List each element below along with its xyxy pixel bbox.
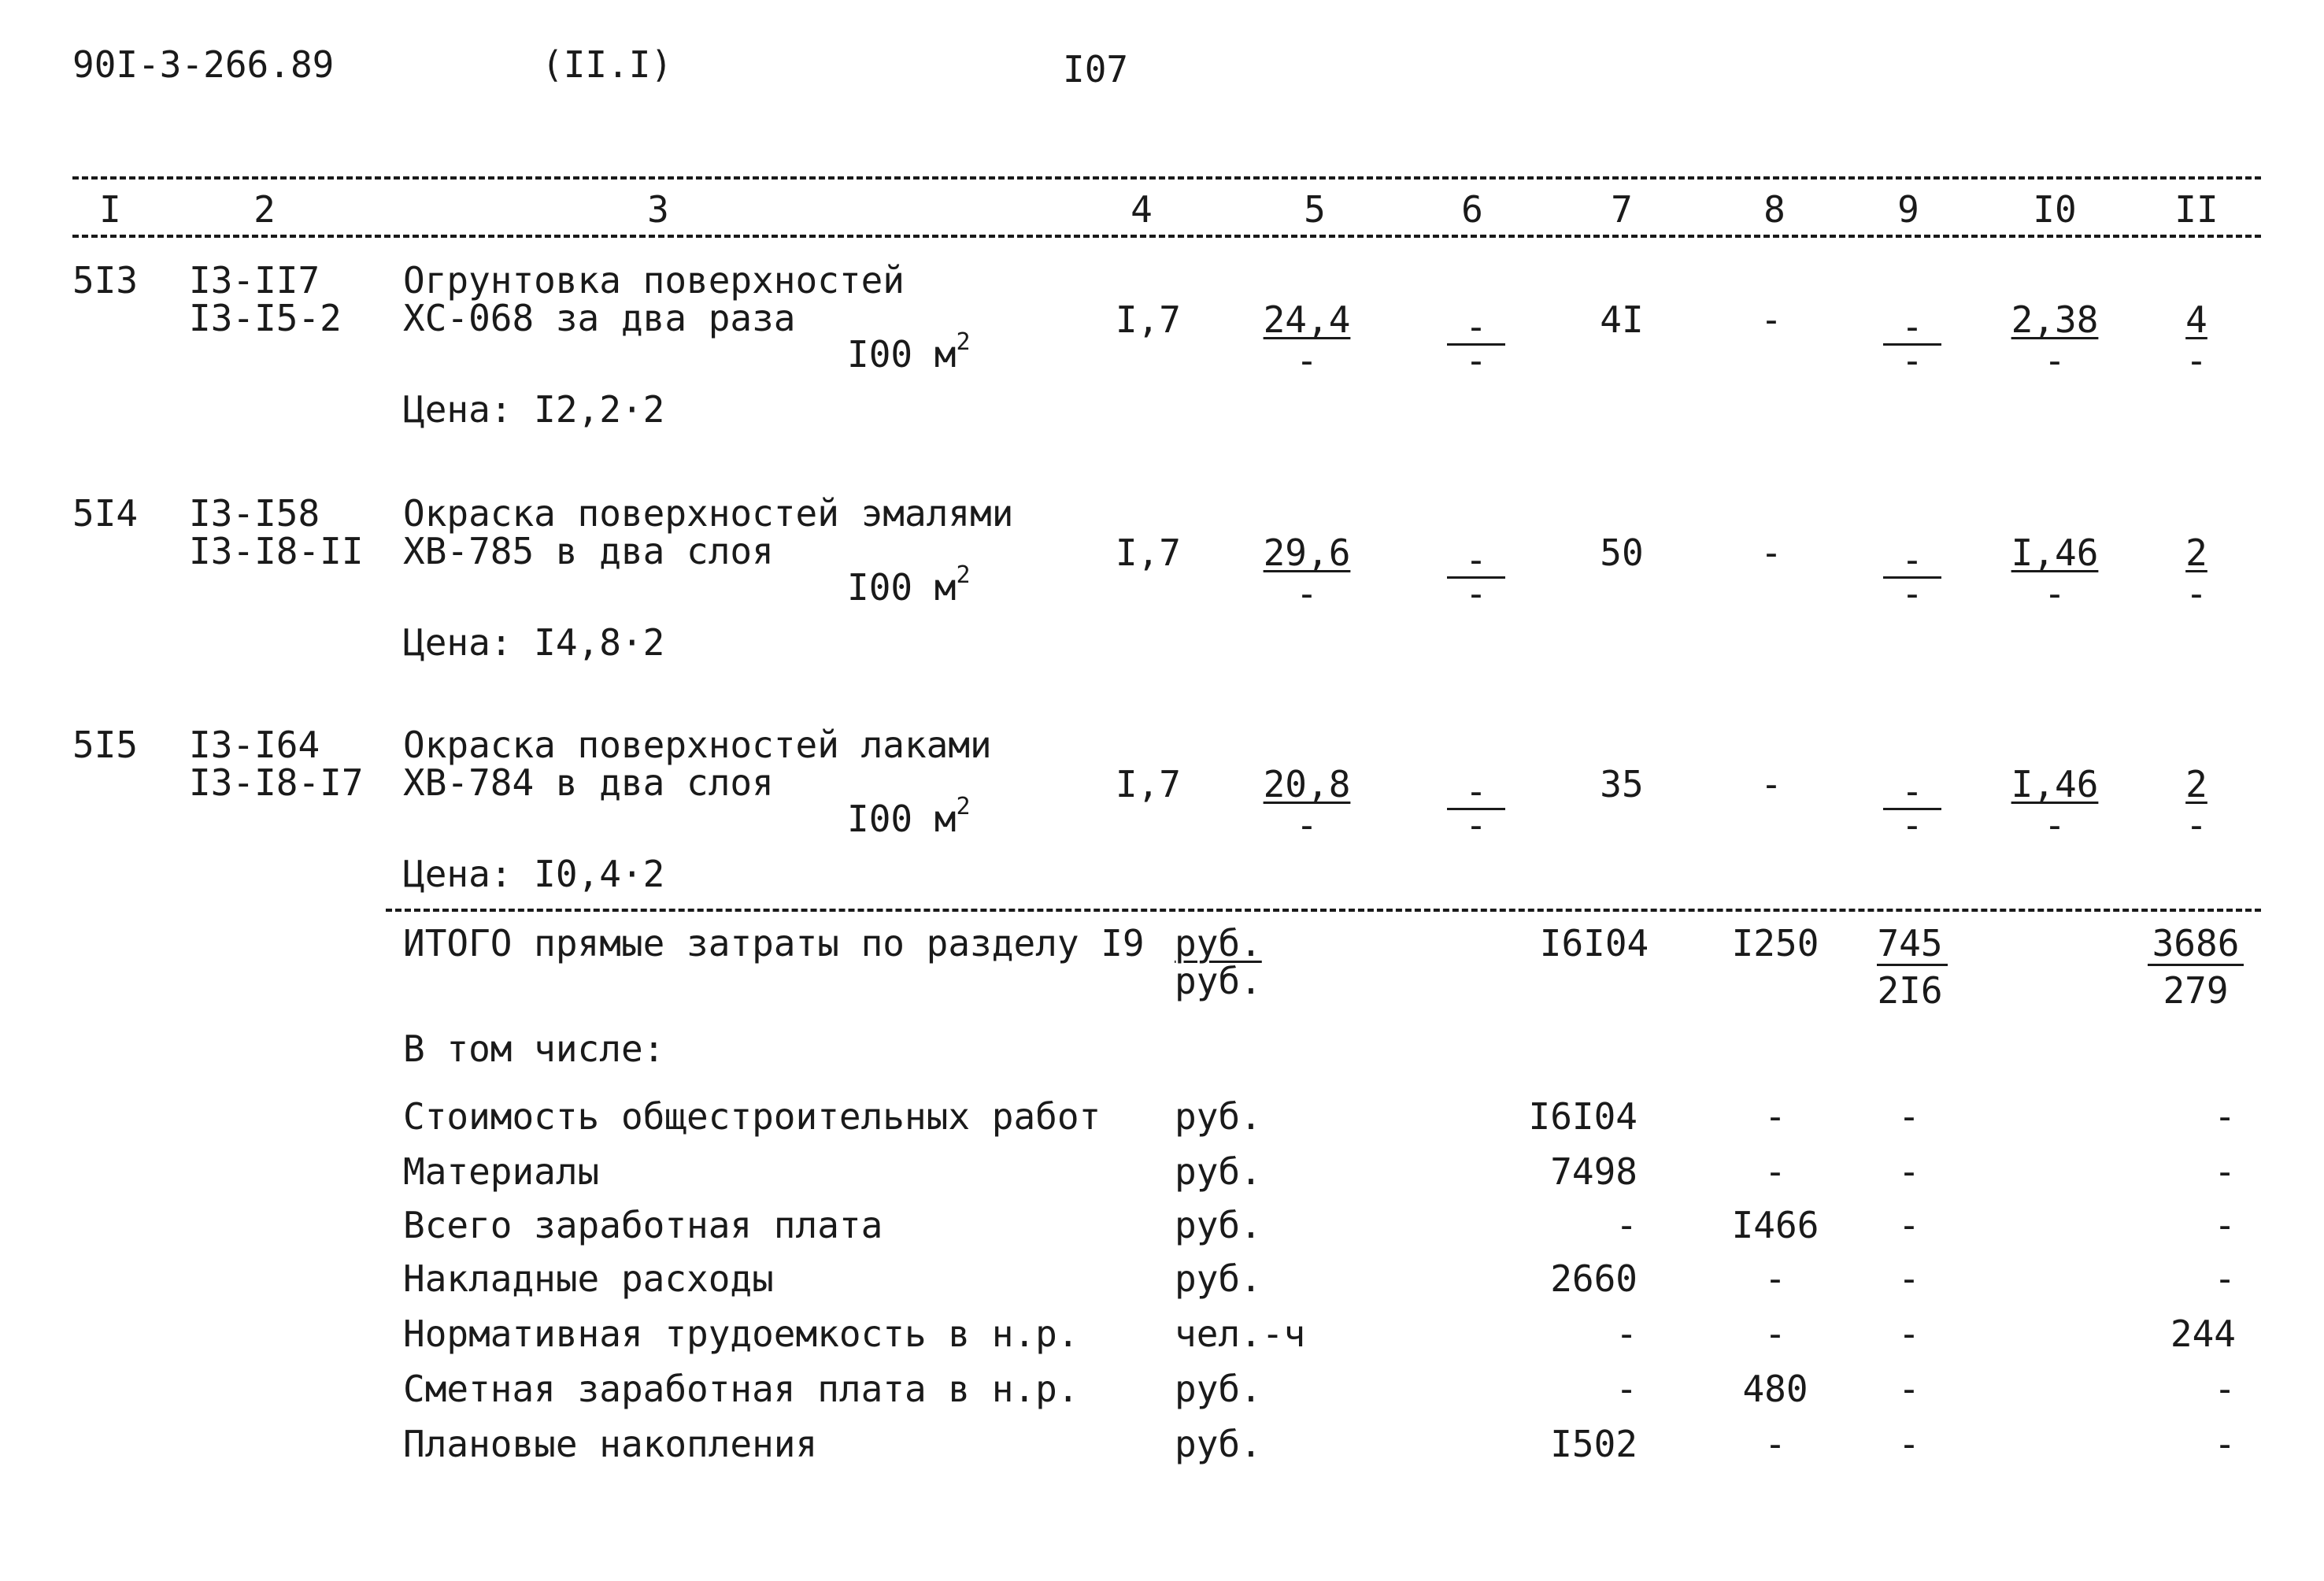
breakdown-unit: чел.-ч xyxy=(1175,1313,1306,1355)
breakdown-col8: - xyxy=(1764,1150,1786,1193)
breakdown-label: Сметная заработная плата в н.р. xyxy=(403,1368,1079,1410)
column-header: 5 xyxy=(1304,188,1326,231)
breakdown-label: Плановые накопления xyxy=(403,1423,818,1465)
work-description: Окраска поверхностей эмалями xyxy=(403,492,1014,535)
work-description: Окраска поверхностей лаками xyxy=(403,724,992,766)
cell-col8: - xyxy=(1760,298,1782,341)
cell-quantity: I,7 xyxy=(1115,298,1181,341)
cell-col10: 2,38 xyxy=(2011,298,2099,341)
total-col9-top: 745 xyxy=(1877,922,1943,965)
breakdown-label: Нормативная трудоемкость в н.р. xyxy=(403,1313,1079,1355)
breakdown-col7: I6I04 xyxy=(1528,1095,1638,1138)
total-label: ИТОГО прямые затраты по разделу I9 xyxy=(403,922,1145,965)
total-col11-top: 3686 xyxy=(2152,922,2240,965)
norm-code: I3-I5-2 xyxy=(189,297,342,339)
breakdown-col11: 244 xyxy=(2170,1313,2236,1355)
cell-col11-bottom: - xyxy=(2185,339,2207,382)
breakdown-col9: - xyxy=(1898,1095,1920,1138)
cell-col8: - xyxy=(1760,531,1782,574)
unit-price: Цена: I2,2·2 xyxy=(403,388,665,431)
measure-unit: I00 $м^2$ xyxy=(847,328,971,376)
breakdown-unit: руб. xyxy=(1175,1423,1262,1465)
work-description: ХС-068 за два раза xyxy=(403,297,796,339)
row-number: 5I3 xyxy=(72,259,139,302)
norm-code: I3-I58 xyxy=(189,492,320,535)
breakdown-col11: - xyxy=(2214,1423,2236,1465)
cell-col11: 4 xyxy=(2185,298,2207,341)
cell-col6: - - xyxy=(1441,779,1512,837)
total-col9-fraction-bar xyxy=(1877,964,1948,966)
cell-col7: 50 xyxy=(1600,531,1644,574)
breakdown-col11: - xyxy=(2214,1095,2236,1138)
total-col8: I250 xyxy=(1731,922,1819,965)
row-number: 5I4 xyxy=(72,492,139,535)
cell-col5-bottom: - xyxy=(1296,804,1318,846)
breakdown-col11: - xyxy=(2214,1204,2236,1246)
breakdown-col11: - xyxy=(2214,1150,2236,1193)
cell-col11-bottom: - xyxy=(2185,572,2207,615)
breakdown-unit: руб. xyxy=(1175,1368,1262,1410)
cell-quantity: I,7 xyxy=(1115,763,1181,805)
cell-col7: 4I xyxy=(1600,298,1644,341)
cell-col7: 35 xyxy=(1600,763,1644,805)
cell-col11: 2 xyxy=(2185,531,2207,574)
total-unit: руб. xyxy=(1175,922,1262,965)
column-header: 8 xyxy=(1763,188,1786,231)
breakdown-col9: - xyxy=(1898,1423,1920,1465)
breakdown-col9: - xyxy=(1898,1150,1920,1193)
breakdown-col8: - xyxy=(1764,1257,1786,1300)
cell-col5-bottom: - xyxy=(1296,339,1318,382)
total-col11-bottom: 279 xyxy=(2163,969,2229,1012)
work-description: ХВ-785 в два слоя xyxy=(403,530,774,572)
unit-price: Цена: I4,8·2 xyxy=(403,621,665,664)
breakdown-col9: - xyxy=(1898,1313,1920,1355)
column-header: 9 xyxy=(1897,188,1919,231)
cell-col10-bottom: - xyxy=(2044,572,2066,615)
cell-col6: - - xyxy=(1441,315,1512,372)
page-number: I07 xyxy=(1063,48,1129,91)
breakdown-label: Накладные расходы xyxy=(403,1257,774,1300)
row-number: 5I5 xyxy=(72,724,139,766)
breakdown-col11: - xyxy=(2214,1368,2236,1410)
unit-price: Цена: I0,4·2 xyxy=(403,853,665,895)
total-unit: руб. xyxy=(1175,960,1262,1002)
breakdown-col9: - xyxy=(1898,1204,1920,1246)
breakdown-unit: руб. xyxy=(1175,1257,1262,1300)
breakdown-col9: - xyxy=(1898,1368,1920,1410)
breakdown-label: Стоимость общестроительных работ xyxy=(403,1095,1101,1138)
work-description: Огрунтовка поверхностей xyxy=(403,259,905,302)
work-description: ХВ-784 в два слоя xyxy=(403,761,774,804)
column-header: II xyxy=(2174,188,2219,231)
cell-col6: - - xyxy=(1441,548,1512,605)
column-header: 3 xyxy=(647,188,669,231)
breakdown-col7: - xyxy=(1615,1368,1638,1410)
including-label: В том числе: xyxy=(403,1027,665,1070)
breakdown-col7: I502 xyxy=(1550,1423,1638,1465)
total-separator xyxy=(386,909,2261,912)
breakdown-unit: руб. xyxy=(1175,1095,1262,1138)
cell-col11: 2 xyxy=(2185,763,2207,805)
breakdown-col11: - xyxy=(2214,1257,2236,1300)
breakdown-label: Материалы xyxy=(403,1150,600,1193)
cell-col10: I,46 xyxy=(2011,763,2099,805)
breakdown-label: Всего заработная плата xyxy=(403,1204,883,1246)
column-header: 4 xyxy=(1131,188,1153,231)
breakdown-col9: - xyxy=(1898,1257,1920,1300)
cell-col9: - - xyxy=(1877,779,1948,837)
breakdown-col7: 2660 xyxy=(1550,1257,1638,1300)
cell-col11-bottom: - xyxy=(2185,804,2207,846)
total-col11-fraction-bar xyxy=(2148,964,2244,966)
breakdown-unit: руб. xyxy=(1175,1150,1262,1193)
column-header: 2 xyxy=(253,188,276,231)
breakdown-col7: - xyxy=(1615,1204,1638,1246)
header-bottom-rule xyxy=(72,235,2261,238)
column-header: I0 xyxy=(2033,188,2077,231)
cell-col10-bottom: - xyxy=(2044,804,2066,846)
norm-code: I3-I8-II xyxy=(189,530,364,572)
breakdown-col8: I466 xyxy=(1731,1204,1819,1246)
cell-col5: 29,6 xyxy=(1263,531,1351,574)
column-header: 6 xyxy=(1461,188,1483,231)
breakdown-col7: 7498 xyxy=(1550,1150,1638,1193)
total-col9-bottom: 2I6 xyxy=(1877,969,1943,1012)
measure-unit: I00 $м^2$ xyxy=(847,561,971,609)
norm-code: I3-II7 xyxy=(189,259,320,302)
cell-col8: - xyxy=(1760,763,1782,805)
cell-col10: I,46 xyxy=(2011,531,2099,574)
section-number: (II.I) xyxy=(542,43,673,86)
cell-quantity: I,7 xyxy=(1115,531,1181,574)
cell-col5-bottom: - xyxy=(1296,572,1318,615)
cell-col10-bottom: - xyxy=(2044,339,2066,382)
measure-unit: I00 $м^2$ xyxy=(847,793,971,840)
cell-col5: 20,8 xyxy=(1263,763,1351,805)
cell-col5: 24,4 xyxy=(1263,298,1351,341)
norm-code: I3-I64 xyxy=(189,724,320,766)
breakdown-col8: - xyxy=(1764,1095,1786,1138)
norm-code: I3-I8-I7 xyxy=(189,761,364,804)
header-top-rule xyxy=(72,176,2261,180)
cell-col9: - - xyxy=(1877,315,1948,372)
breakdown-col8: - xyxy=(1764,1313,1786,1355)
column-header: 7 xyxy=(1611,188,1633,231)
breakdown-col8: 480 xyxy=(1742,1368,1808,1410)
column-header: I xyxy=(99,188,121,231)
breakdown-col7: - xyxy=(1615,1313,1638,1355)
document-code: 90I-3-266.89 xyxy=(72,43,335,86)
breakdown-col8: - xyxy=(1764,1423,1786,1465)
total-col7: I6I04 xyxy=(1539,922,1649,965)
cell-col9: - - xyxy=(1877,548,1948,605)
breakdown-unit: руб. xyxy=(1175,1204,1262,1246)
